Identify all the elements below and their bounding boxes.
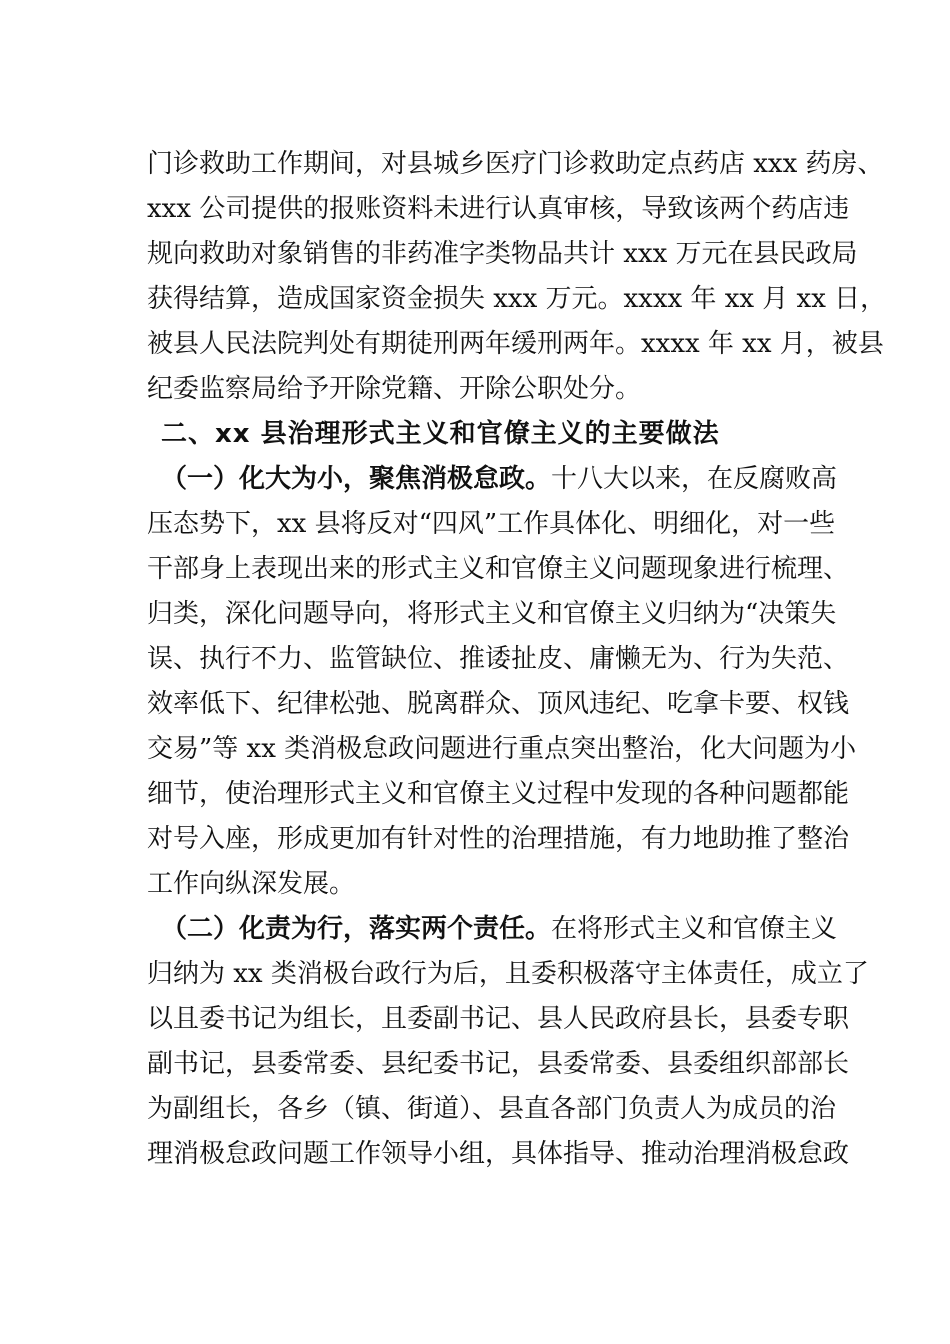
text-line: 效率低下、纪律松弛、脱离群众、顶风违纪、吃拿卡要、权钱 [147, 689, 850, 719]
text-line: 干部身上表现出来的形式主义和官僚主义问题现象进行梳理、 [147, 554, 850, 584]
paragraph-subsection-1 [147, 457, 857, 907]
text-line [147, 457, 838, 502]
text-line: 工作向纵深发展。 [147, 869, 356, 899]
text-line: 规向救助对象销售的非药准字类物品共计 xxx 万元在县民政局 [147, 239, 858, 269]
text-fragment: 在将形式主义和官僚主义 [551, 914, 838, 944]
text-line [147, 907, 838, 952]
text-line: 获得结算，造成国家资金损失 xxx 万元。xxxx 年 xx 月 xx 日， [147, 284, 887, 314]
text-line: 细节，使治理形式主义和官僚主义过程中发现的各种问题都能 [147, 779, 850, 809]
text-line: 归纳为 xx 类消极台政行为后，且委积极落守主体责任，成立了 [147, 959, 869, 989]
section-heading: 二、xx 县治理形式主义和官僚主义的主要做法 [161, 419, 720, 449]
text-fragment: 十八大以来，在反腐败高 [551, 464, 838, 494]
text-line: 为副组长，各乡（镇、街道）、县直各部门负责人为成员的治 [147, 1094, 837, 1124]
text-line: 误、执行不力、监管缺位、推诿扯皮、庸懒无为、行为失范、 [147, 644, 850, 674]
text-line: 被县人民法院判处有期徒刑两年缓刑两年。xxxx 年 xx 月，被县 [147, 329, 884, 359]
text-line: 副书记，县委常委、县纪委书记，县委常委、县委组织部部长 [147, 1049, 850, 1079]
subsection-title: （一）化大为小，聚焦消极怠政。 [161, 464, 552, 494]
text-line: 门诊救助工作期间，对县城乡医疗门诊救助定点药店 xxx 药房、 [147, 149, 884, 179]
text-line: 以且委书记为组长，且委副书记、县人民政府县长，县委专职 [147, 1004, 850, 1034]
paragraph-case-summary [147, 142, 887, 412]
text-line: 对号入座，形成更加有针对性的治理措施，有力地助推了整治 [147, 824, 850, 854]
text-line: xxx 公司提供的报账资料未进行认真审核，导致该两个药店违 [147, 194, 850, 224]
text-line: 纪委监察局给予开除党籍、开除公职处分。 [147, 374, 642, 404]
document-body [147, 142, 887, 1177]
text-line: 交易”等 xx 类消极怠政问题进行重点突出整治，化大问题为小 [147, 734, 857, 764]
text-line: 压态势下，xx 县将反对“四风”工作具体化、明细化，对一些 [147, 509, 836, 539]
text-line: 归类，深化问题导向，将形式主义和官僚主义归纳为“决策失 [147, 599, 837, 629]
paragraph-subsection-2 [147, 907, 869, 1177]
text-line: 理消极怠政问题工作领导小组，具体指导、推动治理消极怠政 [147, 1139, 850, 1169]
subsection-title: （二）化责为行，落实两个责任。 [161, 914, 552, 944]
